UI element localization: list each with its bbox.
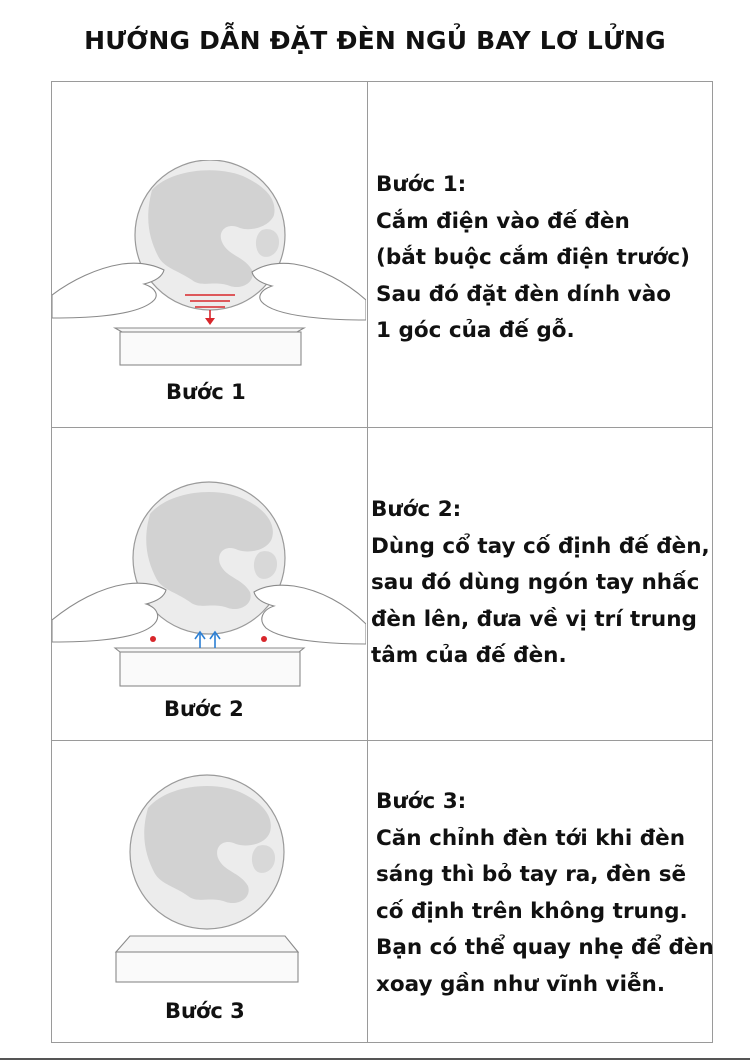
down-arrow-icon bbox=[205, 318, 215, 325]
step-1-line: Sau đó đặt đèn dính vào bbox=[376, 281, 672, 307]
grip-point-icon bbox=[261, 636, 267, 642]
step-3-label: Bước 3 bbox=[165, 999, 245, 1023]
row-divider bbox=[52, 427, 712, 428]
step-3-text bbox=[376, 784, 714, 1003]
bottom-rule bbox=[0, 1058, 750, 1060]
grip-point-icon bbox=[150, 636, 156, 642]
step-1-text bbox=[376, 167, 690, 350]
step-3-line: Bạn có thể quay nhẹ để đèn bbox=[376, 935, 714, 960]
step-3-illustration bbox=[100, 770, 320, 990]
step-2-line: sau đó dùng ngón tay nhấc bbox=[371, 570, 700, 595]
step-2-heading: Bước 2: bbox=[371, 497, 462, 522]
step-2-line: Dùng cổ tay cố định đế đèn, bbox=[371, 533, 710, 559]
step-1-heading: Bước 1: bbox=[376, 172, 467, 197]
step-1-illustration bbox=[52, 160, 366, 370]
step-1-line: Cắm điện vào đế đèn bbox=[376, 208, 630, 234]
step-3-line: sáng thì bỏ tay ra, đèn sẽ bbox=[376, 862, 687, 887]
step-2-text bbox=[371, 492, 710, 675]
column-divider bbox=[367, 82, 368, 1042]
step-3-heading: Bước 3: bbox=[376, 789, 467, 814]
step-1-line: 1 góc của đế gỗ. bbox=[376, 318, 575, 343]
row-divider bbox=[52, 740, 712, 741]
step-3-line: xoay gần như vĩnh viễn. bbox=[376, 971, 666, 997]
step-1-label: Bước 1 bbox=[166, 380, 246, 404]
step-2-illustration bbox=[52, 478, 366, 690]
step-3-line: Căn chỉnh đèn tới khi đèn bbox=[376, 825, 685, 851]
page-title: HƯỚNG DẪN ĐẶT ĐÈN NGỦ BAY LƠ LỬNG bbox=[84, 26, 666, 55]
step-2-line: đèn lên, đưa về vị trí trung bbox=[371, 606, 697, 632]
step-2-label: Bước 2 bbox=[164, 697, 244, 721]
step-2-line: tâm của đế đèn. bbox=[371, 643, 567, 668]
step-1-line: (bắt buộc cắm điện trước) bbox=[376, 245, 690, 270]
step-3-line: cố định trên không trung. bbox=[376, 898, 688, 924]
